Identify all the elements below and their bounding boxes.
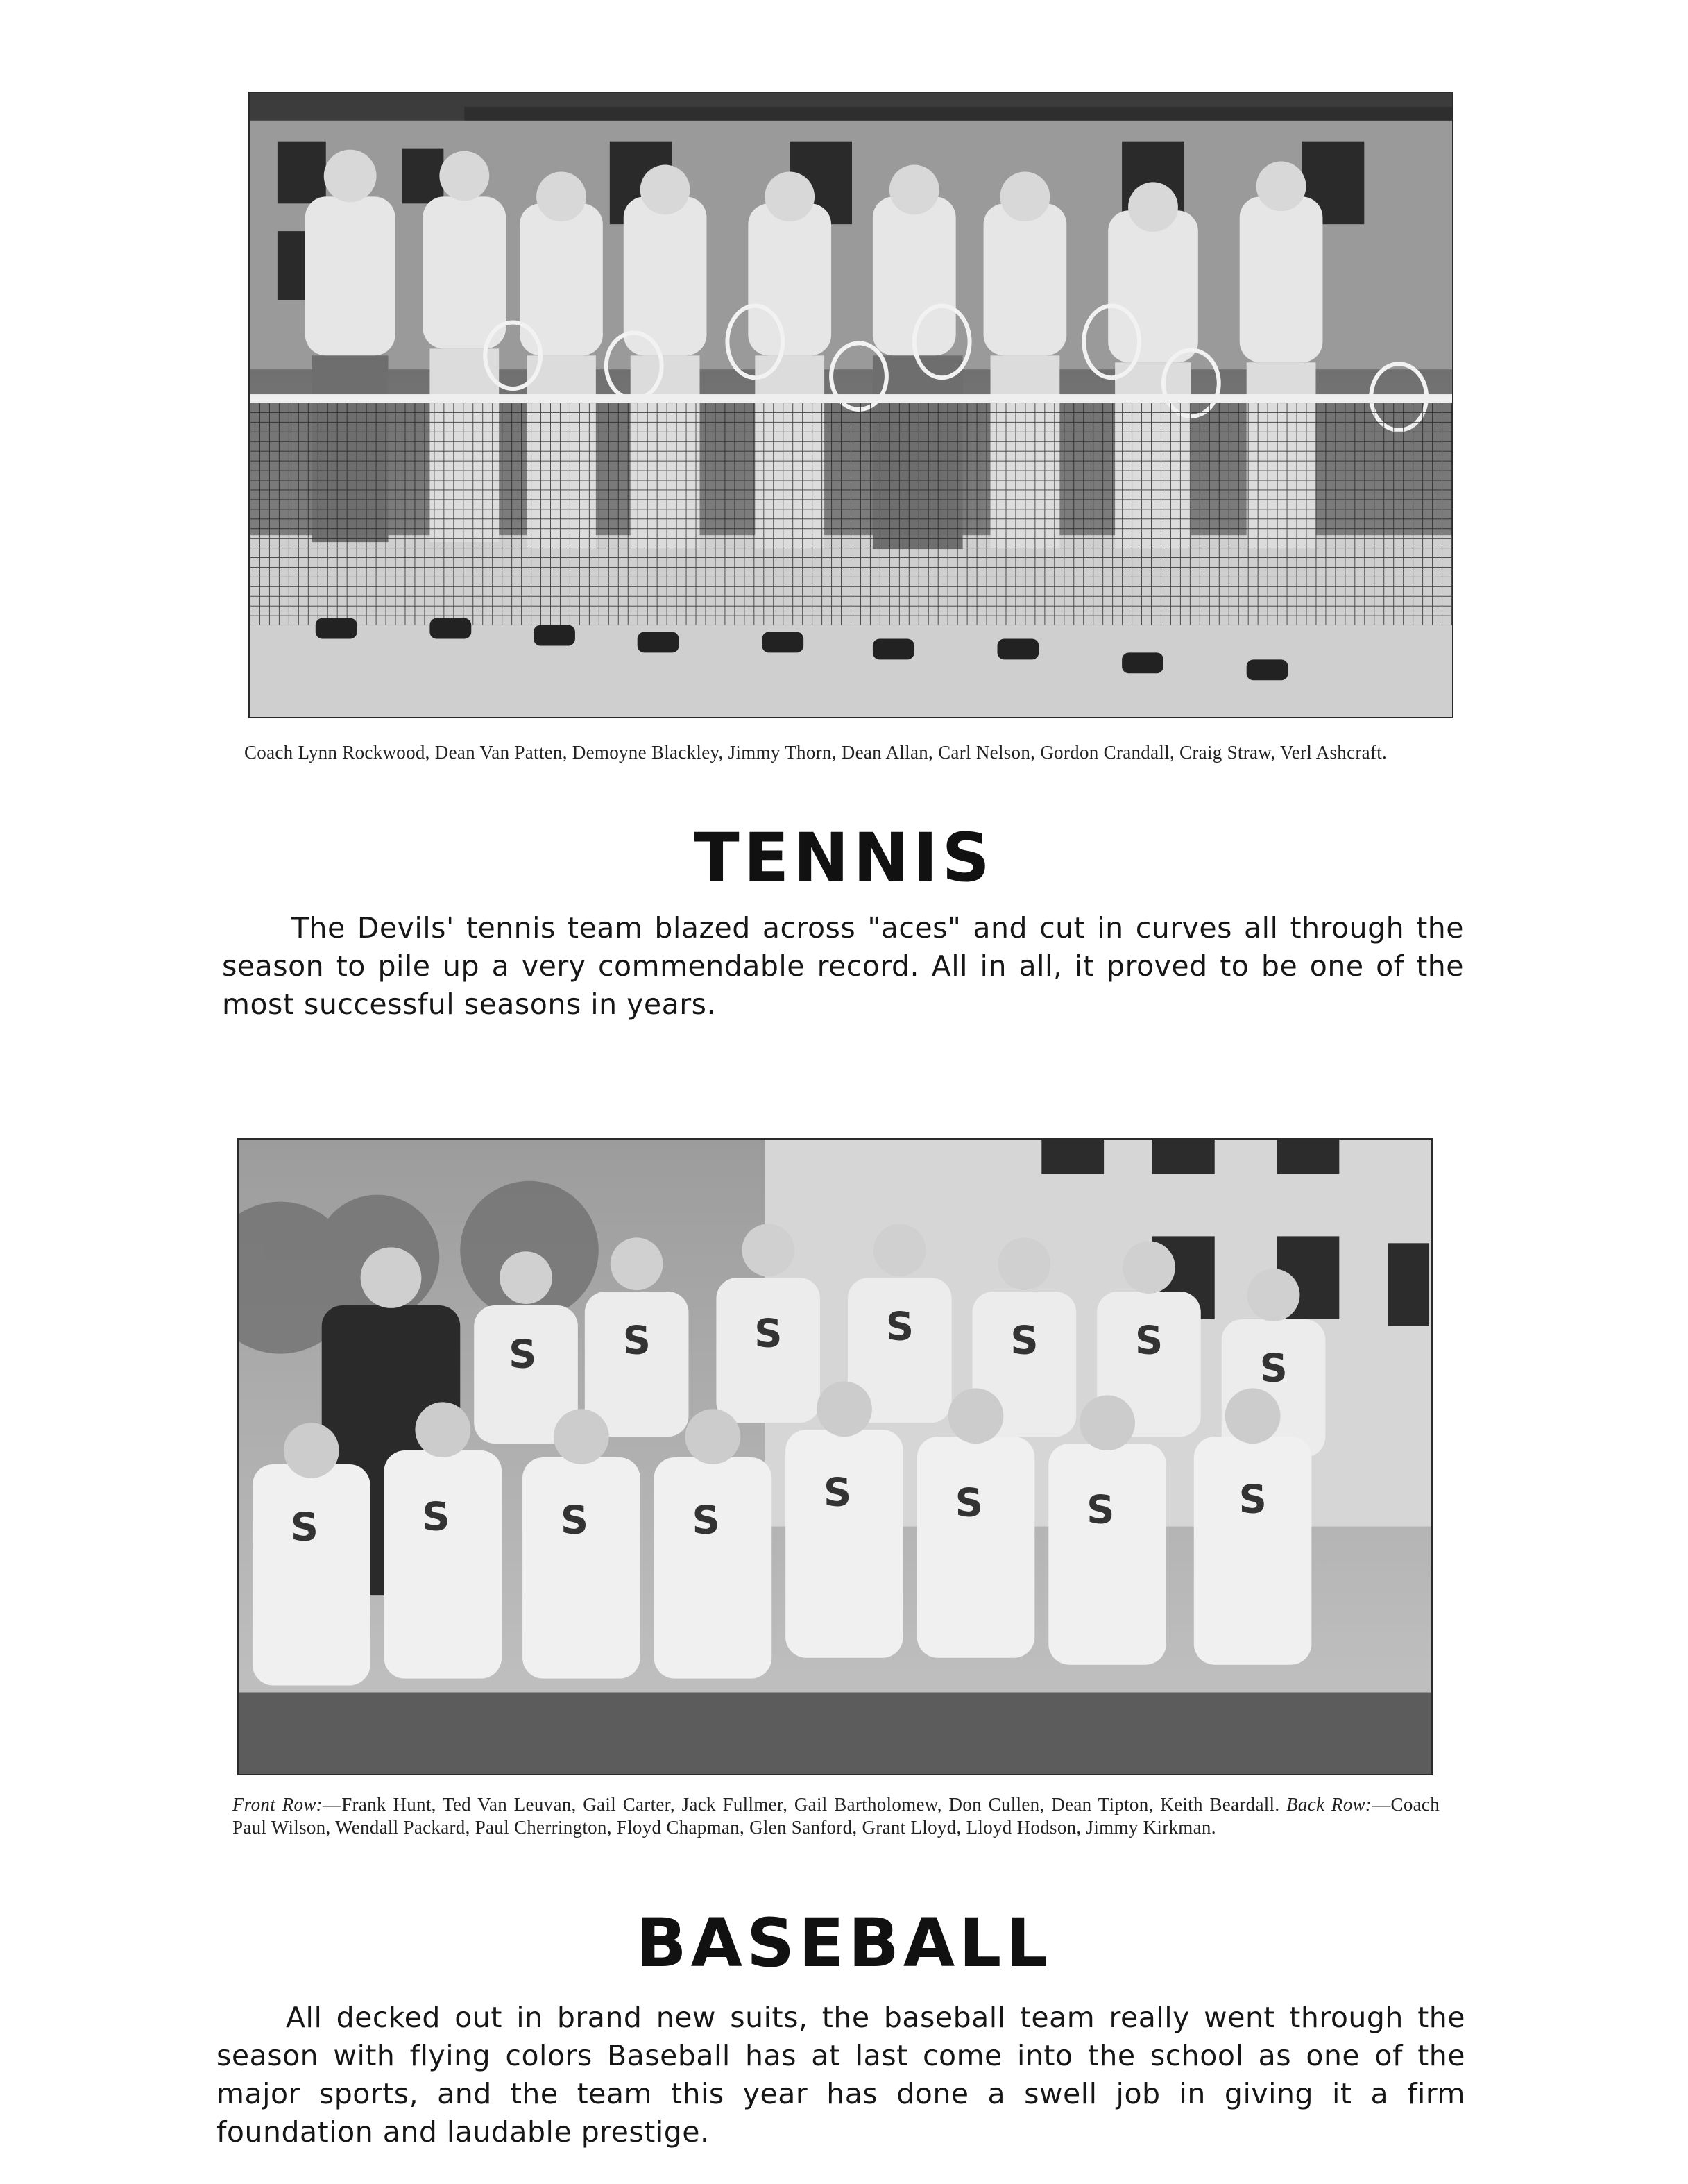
svg-text:S: S xyxy=(1086,1487,1115,1533)
svg-text:S: S xyxy=(290,1505,319,1550)
svg-text:S: S xyxy=(1259,1346,1288,1391)
baseball-team-photo xyxy=(237,1138,1433,1775)
baseball-photo-caption xyxy=(232,1793,1440,1839)
tennis-photo-caption: Coach Lynn Rockwood, Dean Van Patten, Demoyne Blackley, Jimmy Thorn, Dean Allan, Carl Nelson, Gordon Crandall, Craig Straw, Verl Ashcraft. xyxy=(244,742,1388,763)
svg-text:S: S xyxy=(560,1498,589,1543)
baseball-paragraph: All decked out in brand new suits, the baseball team really went through the season with flying colors Baseball has at last come into the school as one of the major sports, and the team this year has done a swell job in giving it a firm foundation and laudable prestige. xyxy=(216,2001,1465,2149)
svg-text:S: S xyxy=(622,1318,651,1364)
front-row-names: —Frank Hunt, Ted Van Leuvan, Gail Carter, Jack Fullmer, Gail Bartholomew, Don Cullen, Dean Tipton, Keith Beardall. xyxy=(322,1794,1280,1815)
svg-text:S: S xyxy=(509,1332,537,1378)
tennis-heading: TENNIS xyxy=(694,819,994,897)
svg-text:S: S xyxy=(692,1498,720,1543)
svg-text:S: S xyxy=(754,1311,783,1357)
svg-text:S: S xyxy=(824,1470,852,1516)
svg-text:S: S xyxy=(422,1494,450,1540)
svg-text:S: S xyxy=(1010,1318,1039,1364)
svg-text:S: S xyxy=(1134,1318,1163,1364)
back-row-label: Back Row: xyxy=(1286,1794,1372,1815)
back-row-names: —Coach Paul Wilson, Wendall Packard, Paul Cherrington, Floyd Chapman, Glen Sanford, Grant Lloyd, Lloyd Hodson, Jimmy Kirkman. xyxy=(232,1794,1440,1838)
baseball-heading: BASEBALL xyxy=(636,1904,1052,1982)
svg-text:S: S xyxy=(1238,1477,1267,1523)
svg-text:S: S xyxy=(885,1304,914,1350)
front-row-label: Front Row: xyxy=(232,1794,323,1815)
tennis-paragraph: The Devils' tennis team blazed across "aces" and cut in curves all through the season to pile up a very commendable record. All in all, it proved to be one of the most successful seasons in years. xyxy=(222,911,1464,1021)
svg-text:S: S xyxy=(955,1480,983,1526)
tennis-team-photo xyxy=(248,92,1453,718)
